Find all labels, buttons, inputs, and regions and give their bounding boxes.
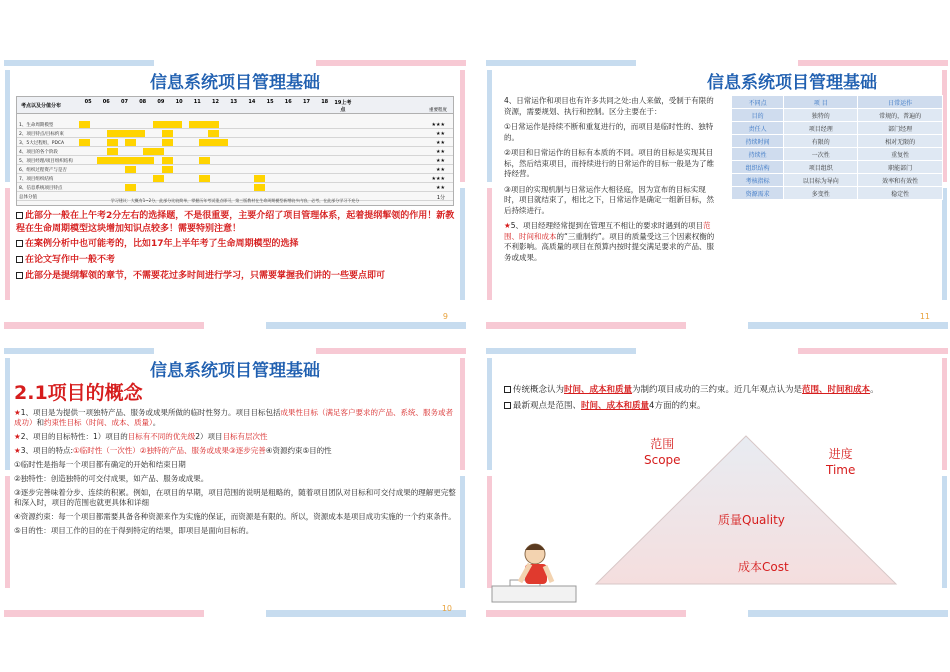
paragraph: ①日常运作是持续不断和重复进行的，而项目是临时性的、独特的。 — [504, 122, 714, 142]
table-cell: 重复性 — [858, 148, 943, 161]
highlight-cell — [107, 139, 118, 146]
table-row — [732, 135, 943, 148]
year-header: 19上考点 — [334, 100, 352, 113]
decor-bar — [487, 358, 492, 470]
paragraph: ★5、项目经理经常提到在管理互不相让的要求时遇到的项目范围、时间和成本的“三重制约”。项目的质量受这三个因素权衡的不利影响。高质量的项目在预算内按时提交满足要求的产品、服务或成果。 — [504, 221, 715, 262]
thinking-man-illustration — [490, 536, 580, 606]
paragraph: ②独特性：创造独特的可交付成果，如产品、服务或成果。 — [14, 474, 209, 483]
project-concept-text — [14, 408, 456, 540]
highlight-cell — [79, 139, 90, 146]
decor-bar — [266, 322, 466, 329]
decor-bar — [942, 476, 947, 588]
checkbox-icon — [16, 256, 23, 263]
table-cell: 责任人 — [732, 122, 784, 135]
table-cell: 部门经理 — [858, 122, 943, 135]
year-header: 16 — [284, 99, 292, 105]
slide-12[interactable] — [486, 346, 948, 619]
importance-stars: ★★ — [436, 140, 445, 146]
checkbox-icon — [16, 272, 23, 279]
row-label: 3、5大过程组，PDCA — [19, 141, 65, 146]
operations-vs-project-text — [504, 96, 716, 268]
decor-bar — [942, 358, 947, 470]
row-label: 2、项目特点/目标约束 — [19, 132, 64, 137]
paragraph: ③逐步完善味着分步、连续的积累。例如，在项目的早期，项目范围的说明是粗略的，随着项目团队对目标和可交付成果的理解更完整和深入时，项目的范围也就更具体和详细 — [14, 488, 456, 507]
table-note: 学习建议：大概有1~2分，此部分比较简单，掌握历年考试重点即可，第三版教材在生命周期模型新增较多内容，必考，在此部分学习不充分 — [110, 198, 360, 203]
importance-stars: ★★ — [436, 158, 445, 164]
exam-score-table — [16, 96, 454, 206]
table-row — [732, 187, 943, 200]
highlight-cell — [199, 157, 210, 164]
paragraph: ④资源约束：每一个项目都需要具备各种资源来作为实施的保证，而资源是有限的。所以，资源成本是项目成功实施的一个约束条件。 — [14, 512, 456, 521]
importance-stars: ★★ — [436, 131, 445, 137]
decor-bar — [487, 188, 492, 300]
table-cell: 持续性 — [732, 148, 784, 161]
table-row — [17, 175, 453, 183]
paragraph: ③项目的实现机制与日常运作大相径庭，因为宣布的目标实现时，项目就结束了，相比之下，日常运作是确定一组新目标，然后持续进行。 — [504, 184, 714, 215]
slide-title: 信息系统项目管理基础 — [150, 73, 320, 93]
highlight-cell — [208, 130, 219, 137]
table-cell: 效率和有效性 — [858, 174, 943, 187]
decor-bar — [4, 60, 154, 66]
highlight-cell — [125, 184, 136, 191]
point-3: 在论文写作中一般不考 — [16, 254, 456, 267]
table-header-row — [732, 96, 943, 109]
paragraph: ★1、项目是为提供一项独特产品、服务或成果所做的临时性努力。项目目标包括成果性目标（满足客户要求的产品、系统、服务或者成功）和约束性目标（时间、成本、质量）。 — [14, 408, 454, 427]
highlight-cell — [162, 157, 173, 164]
slide-title: 信息系统项目管理基础 — [150, 361, 320, 381]
highlight-cell — [162, 166, 173, 173]
table-row — [17, 166, 453, 174]
checkbox-icon — [504, 402, 511, 409]
table-cell: 项目组织 — [784, 161, 858, 174]
highlight-cell — [199, 175, 210, 182]
year-header: 13 — [230, 99, 238, 105]
paragraph: ★2、项目的目标特性：1）项目的目标有不同的优先级2）项目目标有层次性 — [14, 432, 268, 441]
paragraph: 传统概念认为时间、成本和质量为制约项目成功的三约束。近几年观点认为是范围、时间和成本。 — [504, 384, 934, 397]
year-header: 18 — [321, 99, 329, 105]
highlight-cell — [254, 175, 265, 182]
importance-stars: 1分 — [436, 195, 445, 201]
year-header: 11 — [193, 99, 201, 105]
decor-bar — [4, 322, 204, 329]
table-row — [732, 122, 943, 135]
highlight-cell — [162, 130, 173, 137]
table-cell: 考核指标 — [732, 174, 784, 187]
table-cell: 资源需求 — [732, 187, 784, 200]
paragraph: ②项目和日常运作的目标有本质的不同。项目的目标是实现其目标，然后结束项目，而持续进行的日常运作的目标一般是为了维持经营。 — [504, 148, 714, 178]
highlight-cell — [217, 139, 228, 146]
star-icon: ★ — [504, 221, 511, 230]
decor-bar — [460, 188, 465, 300]
table-cell: 项 目 — [784, 96, 858, 109]
decor-bar — [5, 476, 10, 588]
point-1: 此部分一般在上午考2分左右的选择题，不是很重要，主要介绍了项目管理体系，起着提纲挈领的作用！新教程在生命周期模型这块增加知识点较多！需要特别注意！ — [16, 211, 455, 234]
decor-bar — [798, 348, 948, 354]
highlight-cell — [254, 184, 265, 191]
table-cell: 稳定性 — [858, 187, 943, 200]
comparison-table — [731, 95, 943, 200]
table-cell: 持续时间 — [732, 135, 784, 148]
slide-9[interactable] — [4, 58, 466, 331]
constraints-text — [504, 384, 934, 416]
highlight-cell — [153, 148, 164, 155]
table-cell: 职能部门 — [858, 161, 943, 174]
row-label: 7、项目组织结构 — [19, 177, 54, 182]
header-label: 考点以及分值分布 — [21, 103, 62, 109]
table-cell: 组织结构 — [732, 161, 784, 174]
decor-bar — [4, 348, 154, 354]
table-cell: 日常运作 — [858, 96, 943, 109]
checkbox-icon — [16, 240, 23, 247]
table-row — [17, 184, 453, 192]
slide-title: 信息系统项目管理基础 — [707, 73, 877, 93]
table-cell: 多变性 — [784, 187, 858, 200]
cost-label: 成本Cost — [738, 560, 789, 574]
importance-stars: ★★ — [436, 149, 445, 155]
table-row — [17, 139, 453, 147]
decor-bar — [486, 322, 686, 329]
decor-bar — [4, 610, 204, 617]
table-cell: 目的 — [732, 109, 784, 122]
decor-bar — [266, 610, 466, 617]
checkbox-icon — [16, 212, 23, 219]
decor-bar — [486, 348, 636, 354]
year-header: 10 — [175, 99, 183, 105]
table-row — [732, 148, 943, 161]
page-number: 10 — [441, 604, 452, 613]
table-row — [17, 157, 453, 165]
highlight-cell — [143, 157, 154, 164]
section-heading: 2.1项目的概念 — [14, 382, 143, 404]
point-4: 此部分是提纲挈领的章节，不需要花过多时间进行学习，只需要掌握我们讲的一些要点即可 — [16, 270, 456, 283]
row-label: 总体分值 — [19, 195, 37, 200]
row-label: 6、组织过程资产与是否 — [19, 168, 67, 173]
highlight-cell — [153, 175, 164, 182]
year-header: 07 — [121, 99, 128, 105]
year-header: 06 — [102, 99, 110, 105]
slide-11[interactable] — [486, 58, 948, 331]
year-header: 05 — [84, 99, 92, 105]
year-header: 09 — [157, 99, 165, 105]
highlight-cell — [125, 166, 136, 173]
checkbox-icon — [504, 386, 511, 393]
decor-bar — [460, 476, 465, 588]
paragraph: ①临时性是指每一个项目都有确定的开始和结束日期 — [14, 460, 186, 469]
time-label: 进度 Time — [826, 447, 856, 477]
quality-label: 质量Quality — [718, 513, 785, 527]
importance-stars: ★★ — [436, 167, 445, 173]
page-number: 9 — [442, 312, 448, 321]
decor-bar — [942, 188, 947, 300]
highlight-cell — [208, 121, 219, 128]
decor-bar — [5, 188, 10, 300]
row-label: 1、生命周期模型 — [19, 123, 54, 128]
table-header — [17, 97, 453, 114]
page-number: 11 — [919, 312, 930, 321]
table-row — [17, 130, 453, 138]
decor-bar — [748, 322, 948, 329]
table-row — [732, 109, 943, 122]
table-cell: 一次性 — [784, 148, 858, 161]
highlight-cell — [162, 139, 173, 146]
table-cell: 以目标为导向 — [784, 174, 858, 187]
year-header: 12 — [212, 99, 219, 105]
table-cell: 独特的 — [784, 109, 858, 122]
slide-10[interactable] — [4, 346, 466, 619]
paragraph: 4、日常运作和项目也有许多共同之处:由人来做，受制于有限的资源，需要规划、执行和控制。区分主要在于： — [504, 96, 714, 116]
importance-stars: ★★★ — [431, 122, 445, 128]
decor-bar — [798, 60, 948, 66]
decor-bar — [486, 610, 686, 617]
table-cell: 相对无限的 — [858, 135, 943, 148]
header-importance: 重要程度 — [429, 108, 447, 113]
decor-bar — [486, 60, 636, 66]
table-row — [17, 121, 453, 129]
paragraph: ⑤目的性：项目工作的目的在于得到特定的结果，即项目是面向目标的。 — [14, 526, 254, 535]
decor-bar — [316, 348, 466, 354]
importance-stars: ★★★ — [431, 176, 445, 182]
decor-bar — [316, 60, 466, 66]
table-row — [732, 174, 943, 187]
year-header: 14 — [248, 99, 256, 105]
table-row — [732, 161, 943, 174]
scope-label: 范围 Scope — [644, 437, 681, 467]
decor-bar — [748, 610, 948, 617]
row-label: 5、项目经理/项目组织结构 — [19, 159, 73, 164]
highlight-cell — [171, 121, 182, 128]
paragraph: ★3、项目的特点:①临时性（一次性）②独特的产品、服务或成果③逐步完善④资源约束⑤目的性 — [14, 446, 332, 455]
table-cell: 常规的，普遍的 — [858, 109, 943, 122]
table-row — [17, 148, 453, 156]
highlight-cell — [134, 130, 145, 137]
year-header: 17 — [303, 99, 310, 105]
highlight-cell — [107, 148, 118, 155]
row-label: 8、信息系统项目特点 — [19, 186, 63, 191]
year-header: 08 — [139, 99, 147, 105]
point-2: 在案例分析中也可能考的，比如17年上半年考了生命周期模型的选择 — [16, 238, 456, 251]
row-label: 4、项目的各个阶段 — [19, 150, 58, 155]
paragraph: 最新观点是范围、时间、成本和质量4方面的约束。 — [504, 400, 934, 413]
year-header: 15 — [266, 99, 274, 105]
highlight-cell — [125, 139, 136, 146]
table-cell: 项目经理 — [784, 122, 858, 135]
decor-bar — [487, 70, 492, 182]
importance-stars: ★★ — [436, 185, 445, 191]
table-cell: 有限的 — [784, 135, 858, 148]
highlight-cell — [79, 121, 90, 128]
table-cell: 不同点 — [732, 96, 784, 109]
